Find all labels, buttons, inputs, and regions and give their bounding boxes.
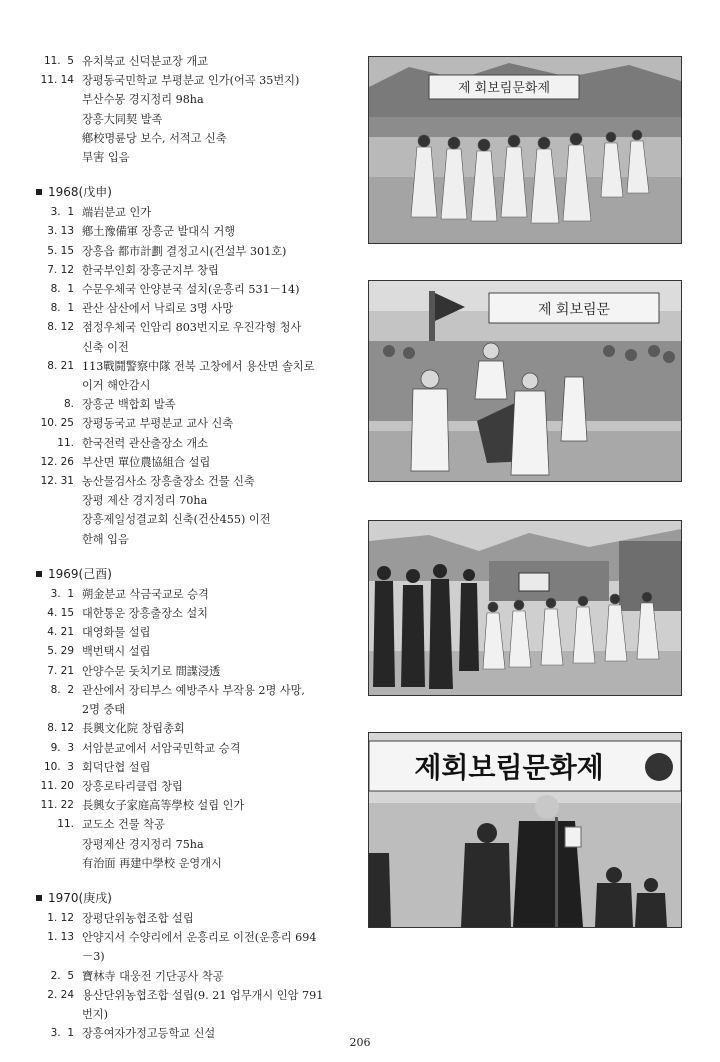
entry-line: 관산에서 장티부스 예방주사 부작용 2명 사망, xyxy=(82,683,305,697)
entry-line: 안양지서 수양리에서 운흥리로 이전(운흥리 694 xyxy=(82,931,317,945)
entry-line: 장흥읍 都市計劃 결정고시(건설부 301호) xyxy=(82,244,287,258)
year-label: 1970(庚戌) xyxy=(48,890,112,905)
entry-text xyxy=(82,681,356,719)
entry-date: 11. 20 xyxy=(40,779,74,792)
chronology-entry xyxy=(34,280,356,299)
year-section xyxy=(34,184,356,549)
entry-text xyxy=(82,434,356,453)
entry-date: 7. 21 xyxy=(47,664,74,677)
year-heading xyxy=(34,890,356,906)
entry-text xyxy=(82,472,356,549)
entry-text xyxy=(82,815,356,873)
entry-date: 3. 1 xyxy=(50,587,74,600)
entry-date: 5. 29 xyxy=(47,645,74,658)
entry-line: 장흥여자가정고등학교 신설 xyxy=(82,1027,216,1041)
entry-text xyxy=(82,414,356,433)
entry-line: 한국전력 관산출장소 개소 xyxy=(82,436,208,450)
photo-street-procession xyxy=(368,520,682,696)
page-number: 206 xyxy=(349,1036,371,1049)
entry-date: 8. 1 xyxy=(50,302,74,315)
entry-date: 8. xyxy=(63,398,74,411)
entry-text xyxy=(82,280,356,299)
square-bullet-icon xyxy=(36,571,42,577)
chronology-column xyxy=(34,52,356,1060)
entry-line: －3) xyxy=(82,950,105,964)
chronology-entry xyxy=(34,796,356,815)
chronology-entry xyxy=(34,967,356,986)
year-heading xyxy=(34,184,356,200)
entry-text xyxy=(82,986,356,1024)
entry-text xyxy=(82,261,356,280)
chronology-entry xyxy=(34,242,356,261)
entry-text xyxy=(82,395,356,414)
entry-line: 백번택시 설립 xyxy=(82,645,151,659)
entry-line: 번지) xyxy=(82,1007,108,1021)
entry-line: 113戰鬪警察中隊 전북 고창에서 용산면 솔치로 xyxy=(82,359,315,373)
entry-text xyxy=(82,585,356,604)
chronology-entry xyxy=(34,662,356,681)
chronology-entry xyxy=(34,434,356,453)
entry-text xyxy=(82,318,356,356)
entry-line: 장흥군 백합회 발족 xyxy=(82,398,176,412)
entry-line: 유치북교 신덕분교장 개교 xyxy=(82,55,208,68)
photo-festival-women-image xyxy=(369,57,681,243)
chronology-entry xyxy=(34,414,356,433)
chronology-entry xyxy=(34,642,356,661)
photo-speaker-banner-image xyxy=(369,733,681,927)
year-section xyxy=(34,52,356,167)
entry-line: 안양수문 돗치기로 間諜浸透 xyxy=(82,664,221,678)
photo-festival-ox-image xyxy=(369,281,681,481)
entry-line: 부산수몽 경지정리 98ha xyxy=(82,93,204,107)
square-bullet-icon xyxy=(36,895,42,901)
chronology-entry xyxy=(34,585,356,604)
entry-line: 長興女子家庭高等學校 설립 인가 xyxy=(82,799,245,813)
entry-date: 1. 12 xyxy=(47,911,74,924)
entry-date: 1. 13 xyxy=(47,931,74,944)
entry-line: 有治面 再建中學校 운영개시 xyxy=(82,856,222,870)
entry-date: 5. 15 xyxy=(47,244,74,257)
photo-2-banner-text: 제 회보림문 xyxy=(537,302,611,318)
chronology-entry xyxy=(34,299,356,318)
entry-line: 이거 해안감시 xyxy=(82,379,151,393)
entry-line: 대한통운 장흥출장소 설치 xyxy=(82,607,208,621)
entry-date: 3. 13 xyxy=(47,225,74,238)
entry-line: 장평 제산 경지정리 70ha xyxy=(82,494,208,508)
entry-line: 서암분교에서 서암국민학교 승격 xyxy=(82,741,241,755)
entry-line: 장평동국교 부평분교 교사 신축 xyxy=(82,417,234,431)
entry-date: 7. 12 xyxy=(47,263,74,276)
entry-date: 8. 21 xyxy=(47,359,74,372)
entry-text xyxy=(82,662,356,681)
entry-line: 장흥로타리클럽 창립 xyxy=(82,779,183,793)
entry-text xyxy=(82,299,356,318)
entry-text xyxy=(82,203,356,222)
chronology-entry xyxy=(34,357,356,395)
entry-line: 관산 삼산에서 낙뢰로 3명 사망 xyxy=(82,302,234,316)
entry-line: 장평동국민학교 부평분교 인가(어곡 35번지) xyxy=(82,74,300,88)
year-label: 1969(己酉) xyxy=(48,566,112,581)
entry-line: 長興文化院 창립총회 xyxy=(82,722,185,736)
chronology-entry xyxy=(34,928,356,966)
year-section xyxy=(34,566,356,873)
entry-date: 12. 31 xyxy=(40,475,74,488)
entry-text xyxy=(82,453,356,472)
chronology-entry xyxy=(34,777,356,796)
entry-line: 端岩분교 인가 xyxy=(82,206,152,220)
entry-date: 8. 2 xyxy=(50,683,74,696)
entry-date: 8. 1 xyxy=(50,283,74,296)
entry-line: 용산단위농협조합 설립(9. 21 업무개시 인암 791 xyxy=(82,988,324,1002)
entry-date: 2. 24 xyxy=(47,988,74,1001)
entry-text xyxy=(82,719,356,738)
entry-text xyxy=(82,357,356,395)
year-label: 1968(戊申) xyxy=(48,185,112,200)
chronology-entry xyxy=(34,222,356,241)
entry-line: 旱害 입음 xyxy=(82,151,130,165)
chronology-entry xyxy=(34,909,356,928)
entry-text xyxy=(82,604,356,623)
entry-date: 11. xyxy=(57,818,74,831)
square-bullet-icon xyxy=(36,189,42,195)
chronology-entry xyxy=(34,71,356,167)
entry-date: 3. 1 xyxy=(50,206,74,219)
entry-text xyxy=(82,242,356,261)
entry-date: 8. 12 xyxy=(47,321,74,334)
entry-line: 회덕단협 설립 xyxy=(82,760,151,774)
photo-speaker-banner xyxy=(368,732,682,928)
entry-line: 한국부인회 장흥군지부 창립 xyxy=(82,263,219,277)
entry-date: 12. 26 xyxy=(40,455,74,468)
entry-line: 朔金분교 삭금국교로 승격 xyxy=(82,587,209,601)
entry-text xyxy=(82,928,356,966)
chronology-entry xyxy=(34,52,356,71)
chronology-entry xyxy=(34,261,356,280)
entry-text xyxy=(82,758,356,777)
entry-date: 8. 12 xyxy=(47,722,74,735)
entry-date: 11. xyxy=(57,436,74,449)
entry-date: 4. 15 xyxy=(47,607,74,620)
entry-text xyxy=(82,777,356,796)
chronology-entry xyxy=(34,739,356,758)
photo-4-banner-text: 제회보림문화제 xyxy=(414,751,604,784)
entry-line: 한해 입음 xyxy=(82,532,129,546)
entry-line: 장평제산 경지정리 75ha xyxy=(82,837,204,851)
entry-line: 대영화물 설립 xyxy=(82,626,151,640)
entry-line: 鄕校명륜당 보수, 서적고 신축 xyxy=(82,131,227,145)
entry-line: 장평단위농협조합 설립 xyxy=(82,911,194,925)
photo-1-banner-text: 제 회보림문화제 xyxy=(457,81,551,96)
entry-date: 11. 22 xyxy=(40,799,74,812)
entry-text xyxy=(82,642,356,661)
entry-line: 장흥제일성결교회 신축(건산455) 이전 xyxy=(82,513,271,527)
chronology-entry xyxy=(34,318,356,356)
chronology-entry xyxy=(34,815,356,873)
entry-line: 점정우체국 인암리 803번지로 우진각형 청사 xyxy=(82,321,302,335)
entry-text xyxy=(82,52,356,71)
chronology-entry xyxy=(34,453,356,472)
entry-line: 寶林寺 대웅전 기단공사 착공 xyxy=(82,969,224,983)
entry-date: 10. 3 xyxy=(43,760,74,773)
entry-line: 수문우체국 안양분국 설치(운흥리 531－14) xyxy=(82,283,300,297)
entry-line: 鄕土豫備軍 장흥군 발대식 거행 xyxy=(82,225,236,239)
entry-line: 장흥大同契 발족 xyxy=(82,112,163,126)
entry-date: 11. 5 xyxy=(43,55,74,67)
chronology-entry xyxy=(34,472,356,549)
chronology-entry xyxy=(34,986,356,1024)
entry-date: 2. 5 xyxy=(50,969,74,982)
chronology-entry xyxy=(34,623,356,642)
entry-line: 2명 중태 xyxy=(82,703,126,717)
entry-date: 3. 1 xyxy=(50,1027,74,1040)
entry-date: 11. 14 xyxy=(40,74,74,87)
entry-date: 4. 21 xyxy=(47,626,74,639)
chronology-entry xyxy=(34,604,356,623)
chronology-entry xyxy=(34,203,356,222)
entry-date: 10. 25 xyxy=(40,417,74,430)
entry-text xyxy=(82,623,356,642)
year-heading xyxy=(34,566,356,582)
entry-text xyxy=(82,967,356,986)
chronology-entry xyxy=(34,681,356,719)
entry-line: 부산면 單位農協組合 설립 xyxy=(82,455,211,469)
entry-text xyxy=(82,71,356,167)
entry-date: 9. 3 xyxy=(50,741,74,754)
entry-text xyxy=(82,796,356,815)
entry-text xyxy=(82,222,356,241)
year-section xyxy=(34,890,356,1043)
entry-line: 농산물검사소 장흥출장소 건물 신축 xyxy=(82,475,255,489)
entry-text xyxy=(82,739,356,758)
chronology-entry xyxy=(34,719,356,738)
entry-line: 교도소 건물 착공 xyxy=(82,818,165,832)
photo-festival-ox xyxy=(368,280,682,482)
chronology-entry xyxy=(34,395,356,414)
photo-festival-women xyxy=(368,56,682,244)
photo-street-procession-image xyxy=(369,521,681,695)
chronology-entry xyxy=(34,758,356,777)
entry-line: 신축 이전 xyxy=(82,340,129,354)
entry-text xyxy=(82,909,356,928)
